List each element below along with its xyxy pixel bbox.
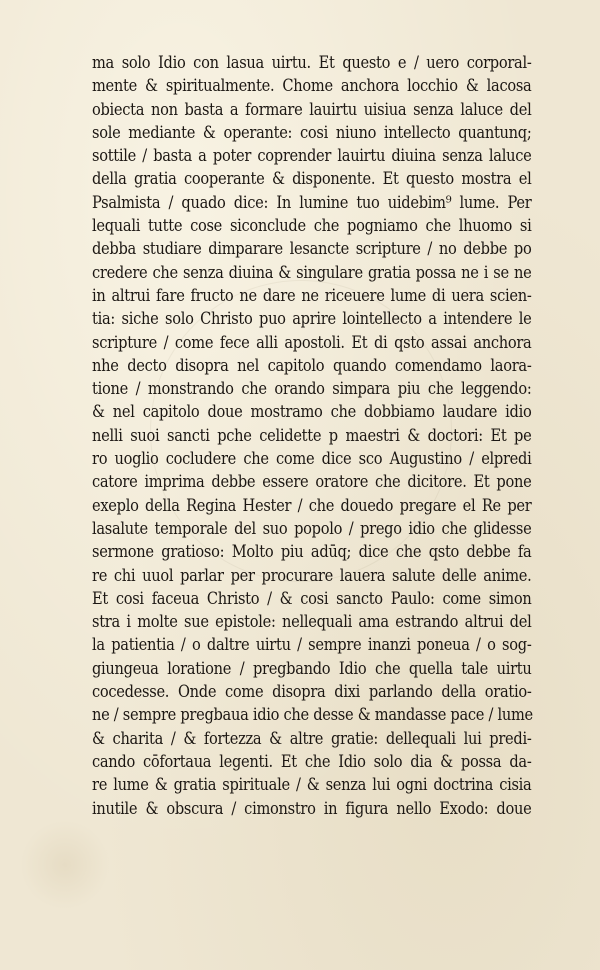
- text-line: in altrui fare fructo ne dare ne riceuere lume di uera scien-: [92, 285, 532, 306]
- text-line: exeplo della Regina Hester / che douedo pregare el Re per: [92, 495, 532, 516]
- text-line: & charita / & fortezza & altre gratie: dellequali lui predi-: [92, 728, 532, 749]
- text-line: tia: siche solo Christo puo aprire lointellecto a intendere le: [92, 309, 532, 330]
- text-line: sole mediante & operante: cosi niuno intellecto quantunq;: [92, 122, 532, 143]
- text-line: lequali tutte cose siconclude che pogniamo che lhuomo si: [92, 216, 532, 237]
- text-line: inutile & obscura / cimonstro in figura nello Exodo: doue: [92, 798, 532, 819]
- text-line: ro uoglio cocludere che come dice sco Augustino / elpredi: [92, 449, 532, 470]
- text-line: ma solo Idio con lasua uirtu. Et questo e / uero corporal-: [92, 53, 532, 73]
- text-line: la patientia / o daltre uirtu / sempre inanzi poneua / o sog-: [92, 635, 532, 656]
- text-line: della gratia cooperante & disponente. Et questo mostra el: [92, 169, 532, 190]
- text-line: stra i molte sue epistole: nellequali ama estrando altrui del: [92, 612, 532, 633]
- text-line: & nel capitolo doue mostramo che dobbiamo laudare idio: [92, 402, 532, 423]
- text-line: giungeua loratione / pregbando Idio che quella tale uirtu: [92, 658, 532, 679]
- text-line: Et cosi faceua Christo / & cosi sancto Paulo: come simon: [92, 588, 532, 609]
- text-line: cando cōfortaua legenti. Et che Idio solo dia & possa da-: [92, 751, 532, 772]
- paper-stain: [20, 820, 110, 910]
- text-line: debba studiare dimparare lesancte scripture / no debbe po: [92, 239, 532, 260]
- text-line: nhe decto disopra nel capitolo quando comendamo laora-: [92, 355, 532, 376]
- text-line: lasalute temporale del suo popolo / prego idio che glidesse: [92, 518, 532, 539]
- text-line: credere che senza diuina & singulare gratia possa ne i se ne: [92, 262, 532, 283]
- text-line: ne / sempre pregbaua idio che desse & mandasse pace / lume: [92, 705, 533, 726]
- text-line: cocedesse. Onde come disopra dixi parlando della oratio-: [92, 682, 532, 703]
- text-line: tione / monstrando che orando simpara piu che leggendo:: [92, 379, 532, 400]
- text-block: [92, 52, 532, 821]
- text-line: sottile / basta a poter coprender lauirtu diuina senza laluce: [92, 146, 532, 167]
- text-line: Psalmista / quado dice: In lumine tuo uidebim⁹ lume. Per: [92, 192, 532, 213]
- text-line: scripture / come fece alli apostoli. Et di qsto assai anchora: [92, 332, 532, 353]
- text-line: mente & spiritualmente. Chome anchora locchio & lacosa: [92, 76, 532, 97]
- text-line: obiecta non basta a formare lauirtu uisiua senza laluce del: [92, 99, 532, 120]
- text-line: sermone gratioso: Molto piu adūq; dice che qsto debbe fa: [92, 542, 532, 563]
- text-line: catore imprima debbe essere oratore che dicitore. Et pone: [92, 472, 532, 493]
- text-line: re chi uuol parlar per procurare lauera salute delle anime.: [92, 565, 532, 586]
- text-line: re lume & gratia spirituale / & senza lui ogni doctrina cisia: [92, 775, 532, 796]
- text-line: nelli suoi sancti pche celidette p maestri & doctori: Et pe: [92, 425, 532, 446]
